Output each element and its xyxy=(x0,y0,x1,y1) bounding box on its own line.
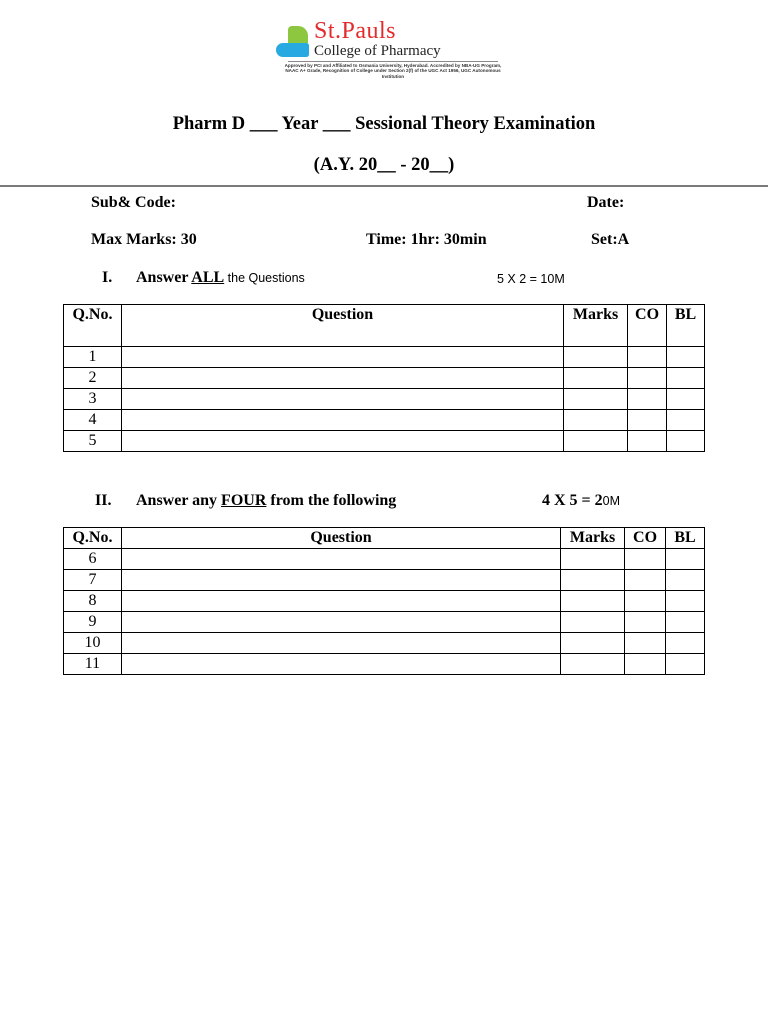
question-number: 7 xyxy=(64,570,122,591)
co-cell[interactable] xyxy=(625,570,666,591)
section-2-instruction xyxy=(136,492,396,510)
max-marks-label: Max Marks: 30 xyxy=(91,231,197,248)
table-row xyxy=(64,612,705,633)
marks-header: Marks xyxy=(561,528,625,549)
co-cell[interactable] xyxy=(628,431,667,452)
table-row xyxy=(64,633,705,654)
table-row xyxy=(64,549,705,570)
section-1-emphasis: ALL xyxy=(191,269,225,286)
marks-cell[interactable] xyxy=(561,591,625,612)
question-number: 9 xyxy=(64,612,122,633)
co-cell[interactable] xyxy=(625,633,666,654)
subject-code-label: Sub& Code: xyxy=(91,194,176,211)
bl-cell[interactable] xyxy=(667,410,705,431)
co-cell[interactable] xyxy=(625,549,666,570)
section-2-table xyxy=(63,527,705,675)
logo-mark-icon xyxy=(276,26,312,60)
marks-cell[interactable] xyxy=(564,431,628,452)
table-header-row xyxy=(64,528,705,549)
marks-cell[interactable] xyxy=(561,633,625,654)
table-row xyxy=(64,431,705,452)
logo-college-name: St.Pauls xyxy=(314,18,397,44)
bl-header: BL xyxy=(666,528,705,549)
co-cell[interactable] xyxy=(628,347,667,368)
co-cell[interactable] xyxy=(625,612,666,633)
question-cell[interactable] xyxy=(121,431,563,452)
bl-cell[interactable] xyxy=(667,347,705,368)
question-header: Question xyxy=(121,305,563,347)
marks-cell[interactable] xyxy=(561,570,625,591)
section-1-instruction xyxy=(136,269,305,287)
logo-blue-leaf xyxy=(276,43,309,57)
marks-cell[interactable] xyxy=(564,410,628,431)
question-cell[interactable] xyxy=(121,591,560,612)
co-cell[interactable] xyxy=(625,591,666,612)
question-number: 6 xyxy=(64,549,122,570)
co-cell[interactable] xyxy=(625,654,666,675)
question-number: 5 xyxy=(64,431,122,452)
co-cell[interactable] xyxy=(628,368,667,389)
section-2-emphasis: FOUR xyxy=(221,492,267,509)
question-cell[interactable] xyxy=(121,410,563,431)
exam-title: Pharm D ___ Year ___ Sessional Theory Examination xyxy=(172,114,596,134)
question-number: 8 xyxy=(64,591,122,612)
section-2-marks-main: 4 X 5 = 2 xyxy=(542,492,603,509)
marks-cell[interactable] xyxy=(561,654,625,675)
table-row xyxy=(64,389,705,410)
marks-cell[interactable] xyxy=(564,368,628,389)
question-cell[interactable] xyxy=(121,654,560,675)
time-label: Time: 1hr: 30min xyxy=(366,231,487,248)
question-cell[interactable] xyxy=(121,549,560,570)
table-row xyxy=(64,410,705,431)
question-number: 4 xyxy=(64,410,122,431)
logo-divider xyxy=(288,61,498,62)
question-cell[interactable] xyxy=(121,368,563,389)
question-number: 11 xyxy=(64,654,122,675)
bl-header: BL xyxy=(667,305,705,347)
table-row xyxy=(64,368,705,389)
section-2-prefix: Answer any xyxy=(136,492,222,509)
table-row xyxy=(64,591,705,612)
question-cell[interactable] xyxy=(121,347,563,368)
bl-cell[interactable] xyxy=(666,591,705,612)
question-cell[interactable] xyxy=(121,612,560,633)
marks-cell[interactable] xyxy=(561,549,625,570)
table-row xyxy=(64,570,705,591)
co-cell[interactable] xyxy=(628,410,667,431)
college-logo xyxy=(276,18,506,88)
qno-header: Q.No. xyxy=(64,305,122,347)
question-header: Question xyxy=(121,528,560,549)
section-1-numeral: I. xyxy=(102,269,113,286)
marks-cell[interactable] xyxy=(561,612,625,633)
question-cell[interactable] xyxy=(121,633,560,654)
marks-cell[interactable] xyxy=(564,347,628,368)
bl-cell[interactable] xyxy=(666,612,705,633)
logo-college-subtitle: College of Pharmacy xyxy=(314,43,441,59)
section-2-numeral: II. xyxy=(95,492,112,509)
question-cell[interactable] xyxy=(121,570,560,591)
question-number: 1 xyxy=(64,347,122,368)
bl-cell[interactable] xyxy=(666,633,705,654)
co-header: CO xyxy=(625,528,666,549)
section-2-suffix: from the following xyxy=(266,492,397,509)
bl-cell[interactable] xyxy=(666,549,705,570)
question-cell[interactable] xyxy=(121,389,563,410)
section-1-table xyxy=(63,304,705,452)
date-label: Date: xyxy=(587,194,625,211)
table-header-row xyxy=(64,305,705,347)
bl-cell[interactable] xyxy=(667,431,705,452)
question-number: 2 xyxy=(64,368,122,389)
qno-header: Q.No. xyxy=(64,528,122,549)
academic-year: (A.Y. 20__ - 20__) xyxy=(313,155,455,175)
set-label: Set:A xyxy=(591,231,630,248)
table-row xyxy=(64,654,705,675)
bl-cell[interactable] xyxy=(667,368,705,389)
marks-header: Marks xyxy=(564,305,628,347)
bl-cell[interactable] xyxy=(666,570,705,591)
bl-cell[interactable] xyxy=(667,389,705,410)
section-2-marks-tail: 0M xyxy=(602,494,621,508)
table-row xyxy=(64,347,705,368)
co-cell[interactable] xyxy=(628,389,667,410)
header-divider xyxy=(0,185,768,187)
section-2-marks xyxy=(542,492,620,510)
question-number: 3 xyxy=(64,389,122,410)
question-number: 10 xyxy=(64,633,122,654)
section-1-suffix: the Questions xyxy=(224,271,305,285)
logo-accreditation-text: Approved by PCI and Affiliated to Osmania University, Hyderabad. Accredited by NBA-UG Program, NAAC A+ Grade, Recognition of College under Section 2(f) of the UGC Act 1956, UGC Autonomous Institution xyxy=(284,63,502,79)
bl-cell[interactable] xyxy=(666,654,705,675)
section-1-prefix: Answer xyxy=(136,269,192,286)
co-header: CO xyxy=(628,305,667,347)
marks-cell[interactable] xyxy=(564,389,628,410)
section-1-marks: 5 X 2 = 10M xyxy=(497,272,565,286)
